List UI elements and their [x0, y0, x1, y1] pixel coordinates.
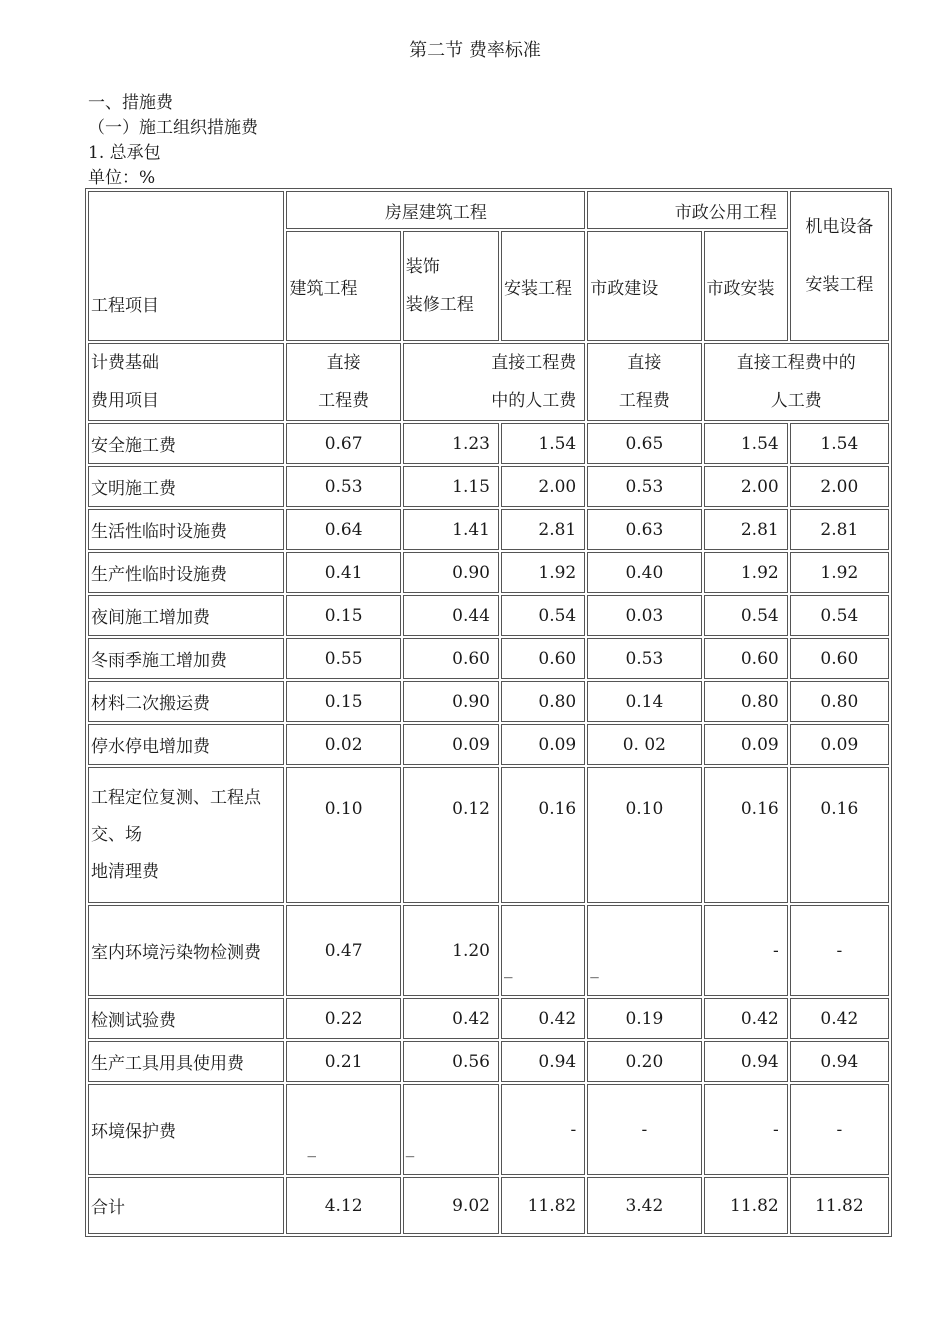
row-value-cell: 11.82 — [704, 1177, 788, 1234]
row-value-cell: 0.67 — [286, 423, 400, 464]
heading-organization-measures: （一）施工组织措施费 — [88, 118, 258, 138]
row-value-cell: 0.42 — [501, 998, 585, 1039]
row-value-cell: 2.00 — [790, 466, 889, 507]
row-value-cell: 0.44 — [403, 595, 499, 636]
row-value-cell: 2.81 — [501, 509, 585, 550]
row-value-cell: 0.03 — [587, 595, 701, 636]
header-sub-municipal-install: 市政安装 — [704, 231, 788, 341]
row-value-cell: 0.22 — [286, 998, 400, 1039]
row-value-cell: 0.53 — [587, 466, 701, 507]
header-group-mech-l1: 机电设备 — [805, 217, 874, 237]
row-value-cell: 0.54 — [704, 595, 788, 636]
row-item-name: 安全施工费 — [88, 423, 284, 464]
row-value-cell: 4.12 — [286, 1177, 400, 1234]
row-value-cell: 0.60 — [403, 638, 499, 679]
row-value-cell: 0.21 — [286, 1041, 400, 1082]
row-value-cell: 0.15 — [286, 595, 400, 636]
header-sub-decoration-l2: 装修工程 — [405, 295, 474, 315]
section-title: 第二节 费率标准 — [409, 40, 541, 61]
row-value-cell: 0.63 — [587, 509, 701, 550]
table-row — [88, 423, 889, 464]
basis-labor-cost-l2: 中的人工费 — [491, 391, 577, 411]
row-value-cell: 0.54 — [790, 595, 889, 636]
row-value-cell: 9.02 — [403, 1177, 499, 1234]
row-value-cell: 0.09 — [403, 724, 499, 765]
row-value-cell: 0.94 — [704, 1041, 788, 1082]
row-value-cell: 0.53 — [587, 638, 701, 679]
row-item-name: 生活性临时设施费 — [88, 509, 284, 550]
row-value-cell: 1.54 — [704, 423, 788, 464]
heading-measures: 一、措施费 — [88, 93, 173, 113]
row-value-cell: 0.16 — [790, 767, 889, 903]
row-item-name: 环境保护费 — [88, 1084, 284, 1175]
header-sub-decoration-l1: 装饰 — [405, 257, 440, 277]
header-group-building: 房屋建筑工程 — [286, 191, 585, 229]
header-group-mech — [790, 191, 889, 341]
basis-direct-cost-municipal-l1: 直接 — [627, 353, 662, 373]
row-value-cell: 0.80 — [704, 681, 788, 722]
row-value-cell: 0.14 — [587, 681, 701, 722]
row-value-cell: 0.55 — [286, 638, 400, 679]
row-value-cell: 0.80 — [790, 681, 889, 722]
header-group-mech-l2: 安装工程 — [805, 275, 874, 295]
header-basis-cell — [88, 343, 284, 421]
row-value-cell: 0.41 — [286, 552, 400, 593]
row-value-cell: 0.47 — [286, 905, 400, 996]
basis-labor-cost-municipal-l2: 人工费 — [770, 391, 822, 411]
table-row — [88, 466, 889, 507]
row-item-name: 生产工具用具使用费 — [88, 1041, 284, 1082]
row-value-cell: 0.60 — [704, 638, 788, 679]
row-value-cell: 2.81 — [704, 509, 788, 550]
row-value-cell: 0.80 — [501, 681, 585, 722]
row-value-cell: - — [587, 1084, 701, 1175]
row-value-cell: 0.53 — [286, 466, 400, 507]
basis-direct-cost-municipal-l2: 工程费 — [618, 391, 670, 411]
table-row — [88, 767, 889, 903]
header-item-cell — [88, 191, 284, 341]
row-item-name: 生产性临时设施费 — [88, 552, 284, 593]
row-value-cell: 1.15 — [403, 466, 499, 507]
basis-labor-cost-municipal-l1: 直接工程费中的 — [736, 353, 856, 373]
table-row — [88, 552, 889, 593]
table-row — [88, 1084, 889, 1175]
row-value-cell: 1.92 — [790, 552, 889, 593]
row-value-cell: - — [704, 905, 788, 996]
row-item-name: 室内环境污染物检测费 — [88, 905, 284, 996]
row-value-cell: 1.92 — [501, 552, 585, 593]
table-row — [88, 1177, 889, 1234]
row-value-cell: 1.92 — [704, 552, 788, 593]
row-value-cell: 0.40 — [587, 552, 701, 593]
row-value-cell: 0.42 — [704, 998, 788, 1039]
row-item-name: 文明施工费 — [88, 466, 284, 507]
table-row — [88, 681, 889, 722]
row-value-cell: 0.90 — [403, 552, 499, 593]
row-item-name: 夜间施工增加费 — [88, 595, 284, 636]
table-row — [88, 905, 889, 996]
row-value-cell: - — [704, 1084, 788, 1175]
row-value-cell: - — [790, 1084, 889, 1175]
row-item-name — [88, 767, 284, 903]
fee-rate-table — [85, 188, 892, 1237]
row-value-cell: 2.81 — [790, 509, 889, 550]
row-item-name-line: 工程定位复测、工程点 — [91, 787, 261, 808]
row-value-cell: 1.41 — [403, 509, 499, 550]
basis-labor-cost-l1: 直接工程费 — [491, 353, 577, 373]
row-value-cell: 2.00 — [704, 466, 788, 507]
header-sub-installation: 安装工程 — [501, 231, 585, 341]
row-value-cell: 0.09 — [501, 724, 585, 765]
basis-direct-cost-l1: 直接 — [326, 353, 361, 373]
row-value-cell: 0.19 — [587, 998, 701, 1039]
row-value-cell: 0.54 — [501, 595, 585, 636]
table-row — [88, 1041, 889, 1082]
header-item-label: 工程项目 — [91, 296, 159, 316]
row-value-cell: 11.82 — [501, 1177, 585, 1234]
row-value-cell: 1.20 — [403, 905, 499, 996]
row-value-cell: 0.16 — [704, 767, 788, 903]
table-row — [88, 595, 889, 636]
table-body — [88, 423, 889, 1234]
row-value-cell: 0.64 — [286, 509, 400, 550]
row-item-name-line: 地清理费 — [91, 861, 159, 882]
header-group-municipal: 市政公用工程 — [587, 191, 787, 229]
row-item-name: 停水停电增加费 — [88, 724, 284, 765]
row-value-cell: 0.90 — [403, 681, 499, 722]
header-basis-l1: 计费基础 — [91, 353, 159, 373]
row-value-cell: 0.65 — [587, 423, 701, 464]
row-value-cell: 2.00 — [501, 466, 585, 507]
row-value-cell: 3.42 — [587, 1177, 701, 1234]
row-value-cell: 0.15 — [286, 681, 400, 722]
row-value-cell: 0.02 — [286, 724, 400, 765]
row-value-cell: 0.42 — [403, 998, 499, 1039]
header-sub-decoration — [403, 231, 499, 341]
row-value-cell: 0.12 — [403, 767, 499, 903]
row-value-cell: 1.54 — [790, 423, 889, 464]
header-sub-construction: 建筑工程 — [286, 231, 400, 341]
table-row — [88, 509, 889, 550]
basis-direct-cost-municipal — [587, 343, 701, 421]
row-value-cell: - — [501, 1084, 585, 1175]
row-value-cell: 11.82 — [790, 1177, 889, 1234]
row-value-cell: 0.20 — [587, 1041, 701, 1082]
row-value-cell: _ — [501, 905, 585, 996]
row-value-cell: 1.23 — [403, 423, 499, 464]
row-value-cell: - — [790, 905, 889, 996]
basis-direct-cost-l2: 工程费 — [318, 391, 370, 411]
row-value-cell: 0.60 — [790, 638, 889, 679]
row-item-name: 冬雨季施工增加费 — [88, 638, 284, 679]
row-value-cell: _ — [286, 1084, 400, 1175]
table-row — [88, 724, 889, 765]
row-value-cell: 0.94 — [790, 1041, 889, 1082]
basis-direct-cost — [286, 343, 400, 421]
row-item-name-line: 交、场 — [91, 824, 142, 845]
row-value-cell: 0.42 — [790, 998, 889, 1039]
unit-label: 单位：% — [88, 168, 156, 188]
row-value-cell: 0.09 — [704, 724, 788, 765]
header-basis-l2: 费用项目 — [91, 391, 159, 411]
row-value-cell: 0.16 — [501, 767, 585, 903]
row-value-cell: _ — [403, 1084, 499, 1175]
row-item-name: 合计 — [88, 1177, 284, 1234]
row-value-cell: _ — [587, 905, 701, 996]
basis-labor-cost — [403, 343, 585, 421]
header-row-groups — [88, 191, 889, 229]
row-value-cell: 0. 02 — [587, 724, 701, 765]
row-value-cell: 1.54 — [501, 423, 585, 464]
row-value-cell: 0.94 — [501, 1041, 585, 1082]
row-item-name: 材料二次搬运费 — [88, 681, 284, 722]
row-item-name: 检测试验费 — [88, 998, 284, 1039]
table-row — [88, 998, 889, 1039]
row-value-cell: 0.10 — [286, 767, 400, 903]
row-value-cell: 0.10 — [587, 767, 701, 903]
header-row-basis — [88, 343, 889, 421]
row-value-cell: 0.56 — [403, 1041, 499, 1082]
header-sub-municipal-build: 市政建设 — [587, 231, 701, 341]
table-row — [88, 638, 889, 679]
row-value-cell: 0.09 — [790, 724, 889, 765]
heading-general-contract: 1. 总承包 — [88, 143, 161, 163]
row-value-cell: 0.60 — [501, 638, 585, 679]
basis-labor-cost-municipal — [704, 343, 889, 421]
